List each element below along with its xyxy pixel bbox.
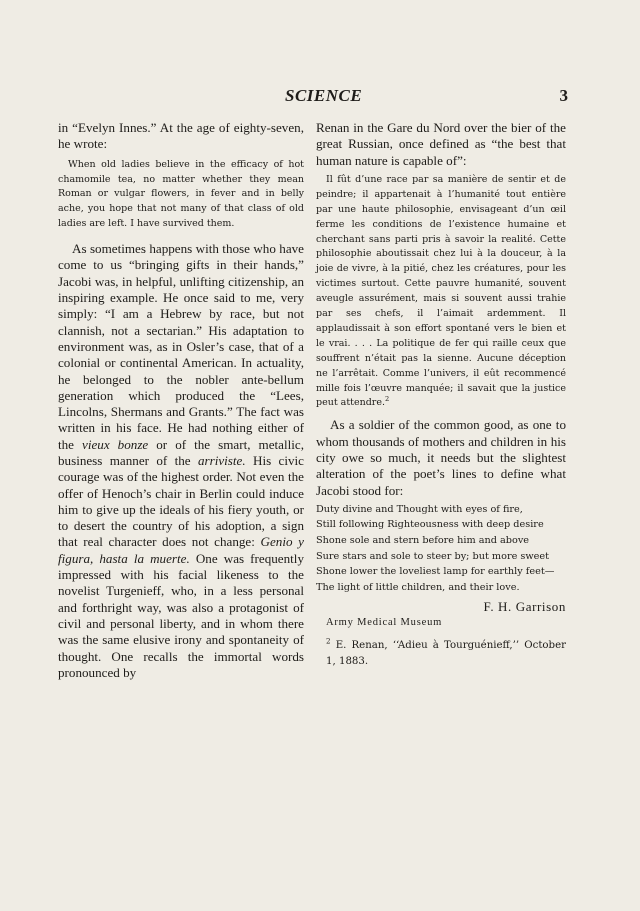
left-main-paragraph: [58, 241, 304, 681]
para1-text-c: His civic courage was of the highest order. Not even the offer of Henoch’s chair in Berlin could induce him to give up the ideals of his fiery youth, or to desert the country of his adoption, a sign that real character does not change:: [58, 452, 304, 550]
poem-line: Shone lower the loveliest lamp for earthly feet—: [316, 566, 555, 578]
author-affiliation: Army Medical Museum: [326, 617, 443, 629]
running-header: [58, 86, 568, 108]
footnote-marker: 2: [384, 395, 390, 404]
page-number: 3: [559, 86, 568, 105]
poem-line: Still following Righteousness with deep desire: [316, 519, 544, 531]
renan-quote-text: Il fût d’une race par sa manière de sentir et de peindre; il appartenait à l’humanité tout entière par une haute philosophie, envisageant d’un œil ferme les conditions de l’existence humaine et cherchant sans parti pris à savoir la realité. Cette philosophie aboutissait chez lui à la douceur, à la joie de vivre, à la pitié, chez les créatures, pour les victimes surtout. Cette pauvre humanité, souvent aveugle assurément, mais si souvent aussi trahie par ses chefs, il l’aimait ardemment. Il applaudissait à son effort spontané vers le bien et le vrai. . . . La politique de fer qui raille ceux que souffrent n’était pas la sienne. Aucune déception ne l’arrêtait. Comme l’univers, il eût recommencé mille fois l’œuvre manquée; il savait que la justice peut attendre.: [316, 173, 566, 409]
footnote-text: E. Renan, ‘‘Adieu à Tourguénieff,’’ October 1, 1883.: [326, 640, 566, 668]
para1-text-a: As sometimes happens with those who have come to us “bringing gifts in their hands,” Jacobi was, in helpful, unlifting citizenship, an inspiring example. He once said to me, very simply: “I am a Hebrew by race, but not clannish, not a sectarian.” His adaptation to environment was, as in Osler’s case, that of a colonial or continental American. In actuality, he belonged to the nobler ante-bellum generation which produced the “Lees, Lincolns, Shermans and Grants.” The fact was written in his face. He had nothing either of the: [58, 241, 304, 452]
poem-line: Sure stars and sole to steer by; but more sweet: [316, 550, 550, 562]
jacobi-quote: When old ladies believe in the efficacy of hot chamomile tea, no matter whether they mean Roman or vulgar flowers, in fever and in belly ache, you hope that not many of that class of old ladies are left. I have survived them.: [58, 158, 304, 230]
right-intro-paragraph: Renan in the Gare du Nord over the bier of the great Russian, once defined as “the best that human nature is capable of”:: [316, 120, 566, 168]
renan-quote: [316, 173, 566, 412]
footnote-number: 2: [326, 637, 331, 647]
journal-title: SCIENCE: [285, 86, 363, 105]
poem-line: Duty divine and Thought with eyes of fire,: [316, 503, 523, 515]
left-intro-paragraph: in “Evelyn Innes.” At the age of eighty-seven, he wrote:: [58, 120, 304, 152]
para1-emphasis-genio: Genio y figura, hasta la muerte.: [58, 534, 304, 566]
soldier-paragraph: As a soldier of the common good, as one to whom thousands of mothers and children in his city owe so much, it needs but the slightest alteration of the poet’s lines to define what Jacobi stood for:: [316, 417, 566, 498]
para1-emphasis-vieux-bonze: vieux bonze: [82, 436, 149, 452]
poem-line: Shone sole and stern before him and above: [316, 535, 530, 547]
right-column: [316, 120, 566, 670]
footnote: [316, 638, 566, 670]
author-signature: F. H. Garrison: [483, 599, 566, 615]
poem-block: [316, 502, 566, 596]
para1-text-d: One was frequently impressed with his facial likeness to the novelist Turgenieff, who, in a less personal and forthright way, was also a protagonist of civil and personal liberty, and in whom there was the same elusive irony and spontaneity of thought. One recalls the immortal words pronounced by: [58, 550, 304, 680]
poem-line: The light of little children, and their love.: [316, 581, 520, 593]
para1-emphasis-arriviste: arriviste.: [197, 452, 246, 468]
left-column: [58, 120, 304, 681]
para1-text-b: or of the smart, metallic, business manner of the: [58, 436, 304, 468]
